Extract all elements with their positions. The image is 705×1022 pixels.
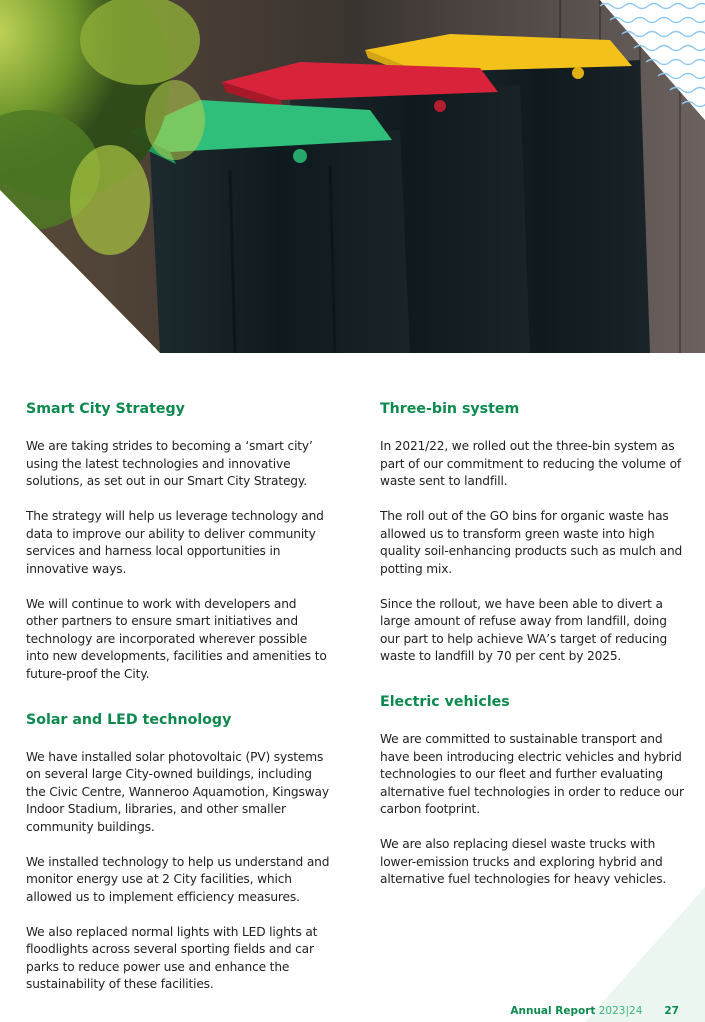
page-number: 27	[664, 1005, 679, 1017]
page-footer	[510, 1004, 679, 1018]
paragraph: We installed technology to help us understand and monitor energy use at 2 City facilities, which allowed us to implement efficiency measures.	[26, 854, 330, 904]
section-heading-electric-vehicles: Electric vehicles	[380, 694, 510, 710]
section-heading-smart-city: Smart City Strategy	[26, 401, 185, 417]
right-column	[380, 398, 685, 906]
footer-year: 2023|24	[598, 1005, 643, 1017]
footer-annual-report: Annual Report	[510, 1005, 596, 1017]
corner-triangle-decoration	[585, 887, 705, 1022]
paragraph: The roll out of the GO bins for organic waste has allowed us to transform green waste into high quality soil-enhancing products such as mulch and potting mix.	[380, 509, 683, 576]
paragraph: We are also replacing diesel waste trucks with lower-emission trucks and exploring hybrid and alternative fuel technologies for heavy vehicles.	[380, 837, 667, 886]
paragraph: The strategy will help us leverage technology and data to improve our ability to deliver community services and harness local opportunities in innovative ways.	[26, 509, 324, 576]
hero-image	[0, 0, 705, 353]
paragraph: Since the rollout, we have been able to divert a large amount of refuse away from landfill, doing our part to help achieve WA’s target of reducing waste to landfill by 70 per cent by 2025.	[380, 596, 668, 663]
paragraph: We also replaced normal lights with LED lights at floodlights across several sporting fields and car parks to reduce power use and enhance the sustainability of these facilities.	[26, 924, 318, 991]
section-heading-solar-led: Solar and LED technology	[26, 711, 232, 728]
left-column	[26, 398, 331, 1011]
paragraph: We are taking strides to becoming a ‘smart city’ using the latest technologies and innovative solutions, as set out in our Smart City Strategy.	[26, 439, 313, 488]
paragraph: In 2021/22, we rolled out the three-bin system as part of our commitment to reducing the volume of waste sent to landfill.	[380, 439, 682, 488]
paragraph: We are committed to sustainable transport and have been introducing electric vehicles and hybrid technologies to our fleet and further evaluating alternative fuel technologies in order to reduce our carbon footprint.	[380, 732, 684, 816]
paragraph: We have installed solar photovoltaic (PV) systems on several large City-owned buildings, including the Civic Centre, Wanneroo Aquamotion, Kingsway Indoor Stadium, libraries, and other smaller community buildings.	[26, 749, 329, 834]
footer-report-label	[510, 1004, 642, 1018]
section-heading-three-bin: Three-bin system	[380, 401, 520, 417]
paragraph: We will continue to work with developers and other partners to ensure smart initiatives and technology are incorporated wherever possible into new developments, facilities and amenities to future-proof the City.	[26, 596, 327, 681]
